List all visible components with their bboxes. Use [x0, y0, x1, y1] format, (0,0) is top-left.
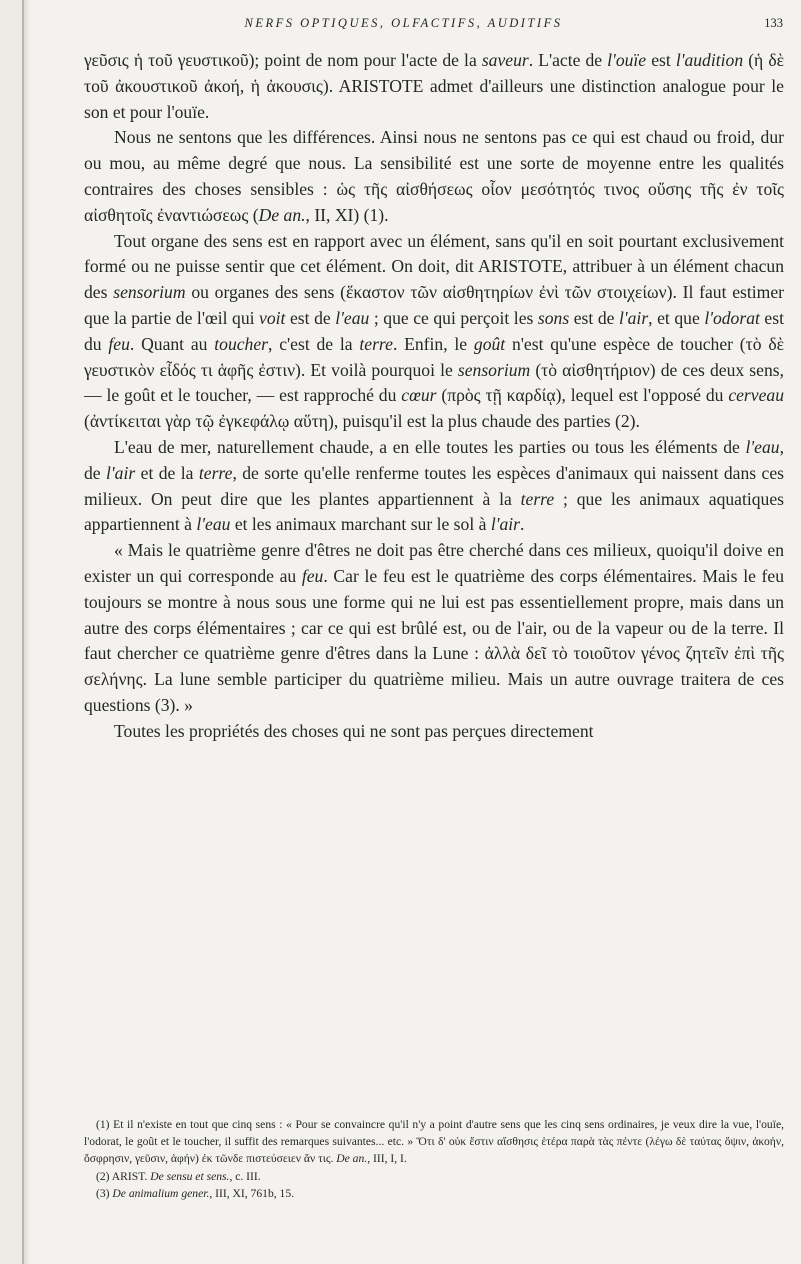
italic-text: sons	[537, 307, 570, 328]
italic-text: l'ouïe	[607, 50, 647, 70]
italic-text: l'air	[106, 462, 136, 483]
text-run: , c'est de la	[268, 333, 360, 354]
text-run: est de	[569, 307, 619, 328]
paragraph	[84, 229, 784, 435]
text-run: n'est qu'une espèce de toucher (τὸ δὲ γευστικὸν εἶδός τι ἁφῆς ἐστιν). Et voilà pourquoi le	[84, 333, 784, 380]
text-run: (1) Et il n'existe en tout que cinq sens : « Pour se convaincre qu'il n'y a point d'autre sens que les cinq sens ordinaires, je veux dire la vue, l'ouïe, l'odorat, le goût et le toucher, il suffit des remarques suivantes... etc. » Ὅτι δ' οὐκ ἔστιν αἴσθησις ἑτέρα παρὰ τὰς πέντε (λέγω δὲ ταύτας ὄψιν, ἀκοήν, ὄσφρησιν, γεῦσιν, ἁφήν) ἐκ τῶνδε πιστεύσειεν ἄν τις.	[84, 1118, 784, 1166]
footnote	[84, 1116, 784, 1168]
text-run: Toutes les propriétés des choses qui ne sont pas perçues directement	[114, 720, 594, 741]
running-title: NERFS OPTIQUES, OLFACTIFS, AUDITIFS	[244, 16, 563, 30]
italic-text: De an.	[336, 1152, 368, 1166]
italic-text: l'odorat	[704, 307, 760, 328]
italic-text: toucher	[214, 333, 269, 354]
text-run: . Enfin, le	[392, 333, 474, 354]
text-run: est du	[84, 307, 784, 354]
text-run: , et que	[648, 307, 705, 328]
text-run: . Car le feu est le quatrième des corps élémentaires. Mais le feu toujours se montre à nous sous une forme qui ne lui est pas essentiellement propre, mais dans un autre des corps élémentaires ; car ce qui est brûlé est, ou de l'air, ou de la vapeur ou de la terre. Il faut chercher ce quatrième genre d'êtres dans la Lune : ἀλλὰ δεῖ τὸ τοιοῦτον γένος ζητεῖν ἐπὶ τῆς σελήνης. La lune semble participer du quatrième milieu. Mais un autre ouvrage traitera de ces questions (3). »	[84, 565, 785, 715]
text-run: (2) ARIST.	[96, 1169, 151, 1183]
italic-text: De an.	[258, 204, 306, 225]
italic-text: De animalium gener.	[112, 1186, 210, 1200]
italic-text: l'eau	[196, 514, 231, 535]
text-run: , c. III.	[229, 1169, 261, 1183]
paragraph	[84, 719, 784, 745]
text-run: , de	[84, 436, 784, 483]
text-run: (ἡ δὲ τοῦ ἀκουστικοῦ ἀκοή, ἡ ἀκουσις). ARISTOTE admet d'ailleurs une distinction analogue pour le son et pour l'ouïe.	[84, 50, 784, 122]
italic-text: terre	[198, 462, 233, 483]
paragraph	[84, 435, 784, 538]
paragraph	[84, 125, 784, 228]
italic-text: terre	[359, 333, 393, 354]
text-run: L'eau de mer, naturellement chaude, a en elle toutes les parties ou tous les éléments de	[114, 436, 746, 457]
text-run: , III, XI, 761b, 15.	[209, 1186, 295, 1200]
italic-text: cœur	[401, 385, 437, 406]
text-run: ; que ce qui perçoit les	[369, 307, 538, 328]
text-run: et de la	[135, 462, 199, 483]
footnotes	[84, 1116, 784, 1202]
italic-text: De sensu et sens.	[150, 1169, 230, 1183]
italic-text: voit	[259, 307, 286, 328]
italic-text: l'air	[618, 307, 649, 328]
italic-text: goût	[473, 333, 506, 354]
text-run: (τὸ αἰσθητήριον) de ces deux sens, — le goût et le toucher, — est rapproché du	[84, 359, 784, 406]
text-run: ; que les animaux aquatiques appartiennent à	[84, 488, 784, 535]
italic-text: l'eau	[335, 307, 370, 328]
italic-text: l'audition	[675, 50, 744, 70]
text-run: « Mais le quatrième genre d'êtres ne doit pas être cherché dans ces milieux, quoiqu'il doive en exister un qui corresponde au	[84, 540, 784, 586]
paragraph	[84, 48, 784, 125]
text-run: , III, I, I.	[367, 1152, 407, 1166]
footnote	[84, 1185, 784, 1202]
italic-text: saveur	[481, 50, 529, 70]
body-text	[84, 48, 784, 745]
text-run: ou organes des sens (ἕκαστον τῶν αἰσθητηρίων ἐνὶ τῶν στοιχείων). Il faut estimer que la partie de l'œil qui	[84, 282, 784, 328]
footnote	[84, 1168, 784, 1185]
page-number: 133	[764, 16, 783, 30]
text-run: . Quant au	[129, 333, 215, 354]
book-page	[22, 0, 801, 1264]
italic-text: sensorium	[457, 359, 531, 380]
italic-text: terre	[520, 488, 555, 509]
text-run: Nous ne sentons que les différences. Ainsi nous ne sentons pas ce qui est chaud ou froid, dur ou mou, au même degré que nous. La sensibilité est une sorte de moyenne entre les qualités contraires des choses sensibles : ὡς τῆς αἰσθήσεως οἷον μεσότητός τινος οὔσης τῆς ἐν τοῖς αἰσθητοῖς ἐναντιώσεως (	[84, 127, 784, 225]
text-run: (3)	[96, 1186, 113, 1200]
italic-text: cerveau	[728, 385, 784, 406]
text-run: (πρὸς τῇ καρδίᾳ), lequel est l'opposé du	[436, 385, 729, 406]
italic-text: feu	[108, 333, 130, 354]
paragraph	[84, 538, 784, 719]
italic-text: feu	[301, 565, 324, 586]
text-run: est de	[285, 307, 336, 328]
page-header	[84, 16, 783, 36]
italic-text: sensorium	[113, 282, 186, 303]
text-run: est	[646, 50, 676, 70]
text-run: .	[520, 514, 525, 535]
text-run: (ἀντίκειται γὰρ τῷ ἐγκεφάλῳ αὕτη), puisqu'il est la plus chaude des parties (2).	[84, 411, 640, 432]
text-run: , de sorte qu'elle renferme toutes les espèces d'animaux qui naissent dans ces milieux. On peut dire que les plantes appartiennent à la	[84, 462, 784, 509]
italic-text: l'air	[490, 514, 521, 535]
text-run: , II, XI) (1).	[305, 204, 389, 225]
text-run: Tout organe des sens est en rapport avec un élément, sans qu'il en soit pourtant exclusivement formé ou ne puisse sentir que cet élément. On doit, dit ARISTOTE, attribuer à un élément chacun des	[84, 230, 784, 303]
text-run: et les animaux marchant sur le sol à	[230, 514, 491, 535]
text-run: γεῦσις ἡ τοῦ γευστικοῦ); point de nom pour l'acte de la	[84, 50, 482, 70]
text-run: . L'acte de	[528, 50, 608, 70]
italic-text: l'eau	[745, 436, 780, 457]
